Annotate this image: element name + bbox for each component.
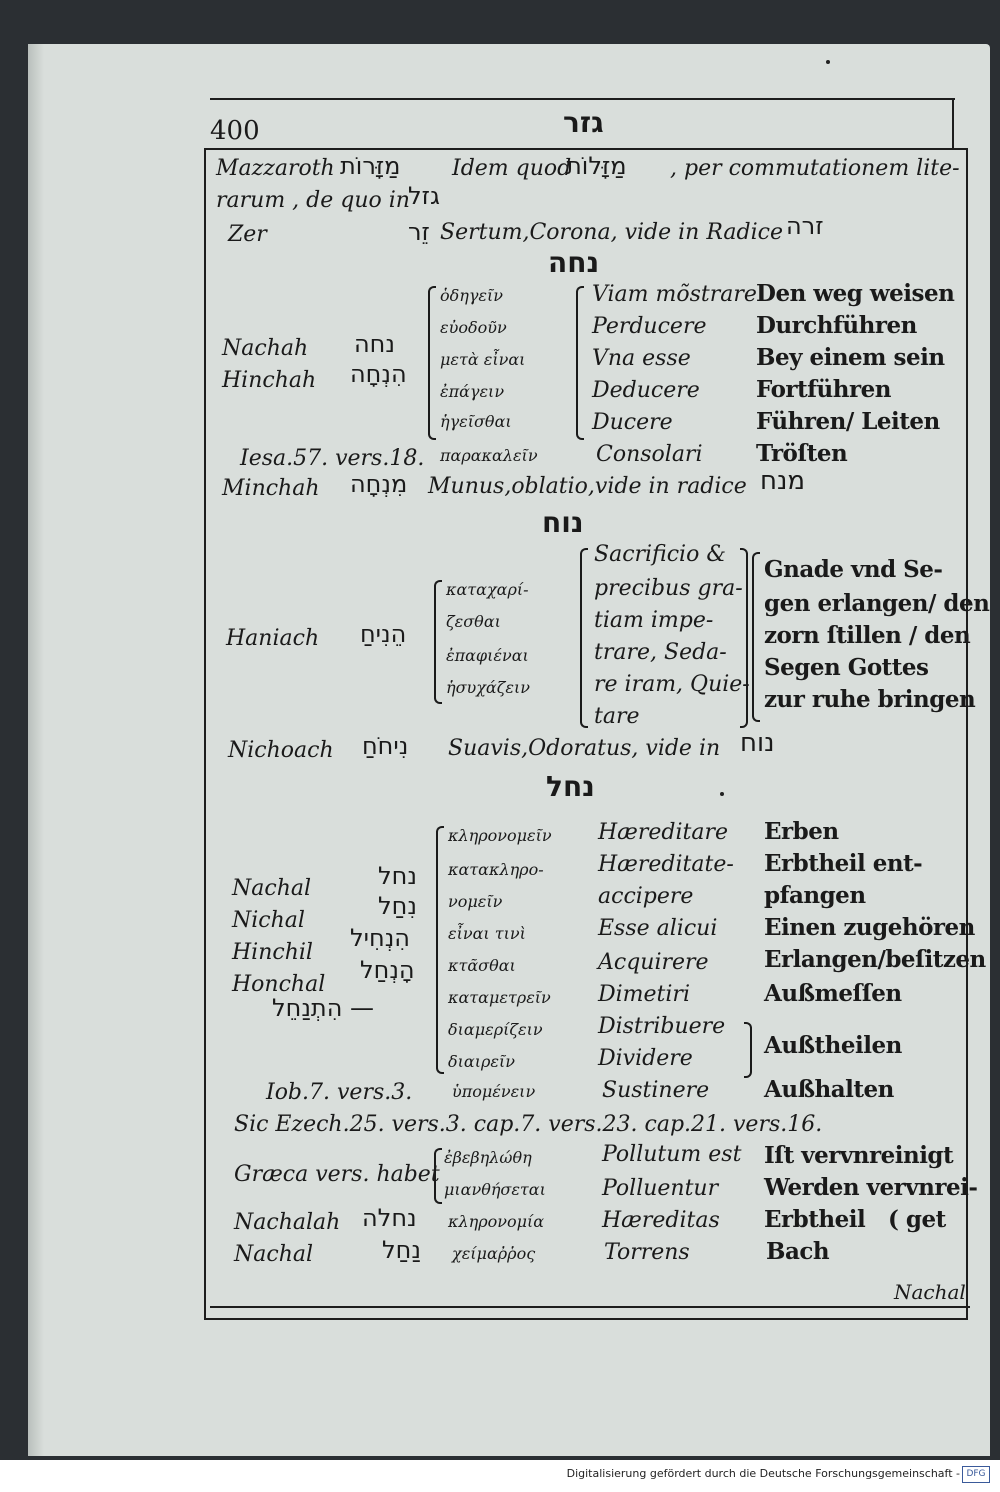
- latin-term: Viam mõstrare: [592, 282, 757, 307]
- greek-nachalah: κληρονομία: [448, 1212, 545, 1231]
- lemma-minchah: Minchah: [222, 476, 320, 501]
- greek-brace: [436, 826, 444, 1074]
- latin-term: Acquirere: [598, 950, 709, 975]
- graeca-label: Græca vers. habet: [234, 1162, 440, 1187]
- latin-iob: Sustinere: [602, 1078, 710, 1103]
- greek-term: κτᾶσθαι: [448, 956, 516, 975]
- latin-term: tare: [594, 704, 640, 729]
- ref-ezech: Sic Ezech.25. vers.3. cap.7. vers.23. cap.21. vers.16.: [234, 1112, 823, 1137]
- german-term: zorn ſtillen / den: [764, 622, 971, 649]
- hebrew-zrh: זרה: [786, 212, 824, 240]
- german-nachalah-cont: ( get: [888, 1206, 946, 1233]
- lemma-haniach: Haniach: [226, 626, 320, 651]
- german-term: Fortführen: [756, 376, 891, 403]
- greek-term: εἶναι τινὶ: [448, 924, 526, 943]
- greek-term: μετὰ εἶναι: [440, 350, 526, 369]
- frame-right-top: [952, 98, 954, 150]
- greek-term: ἡσυχάζειν: [446, 678, 530, 697]
- german-term: Segen Gottes: [764, 654, 929, 681]
- greek-term: ἐπαφιέναι: [446, 646, 529, 665]
- greek-term: κληρονομεῖν: [448, 826, 552, 845]
- header-underline: [204, 148, 966, 150]
- hebrew-nachal: נחל: [378, 862, 417, 890]
- lemma-nichal: Nichal: [232, 908, 305, 933]
- page-number: 400: [210, 116, 260, 146]
- greek-term: καταχαρί-: [446, 580, 529, 599]
- hebrew-nwch: נוח: [740, 728, 775, 758]
- latin-term: Esse alicui: [598, 916, 718, 941]
- german-term: Erben: [764, 818, 839, 845]
- latin-term: Vna esse: [592, 346, 691, 371]
- latin-close-brace: [740, 548, 748, 728]
- hebrew-nichoach: נִיחֹחַ: [362, 732, 409, 760]
- catchword-rule: [210, 1306, 970, 1308]
- hebrew-mnch: מנח: [760, 466, 806, 496]
- german-term: Einen zugehören: [764, 914, 975, 941]
- german-term: Den weg weisen: [756, 280, 955, 307]
- greek-term: ὁδηγεῖν: [440, 286, 503, 305]
- greek-term: εὐοδοῦν: [440, 318, 507, 337]
- latin-term: Distribuere: [598, 1014, 726, 1039]
- dfg-logo: DFG: [962, 1466, 990, 1483]
- minchah-text: Munus,oblatio,vide in radice: [428, 474, 747, 499]
- german-term: Erbtheil ent-: [764, 850, 923, 877]
- latin-term: Dividere: [598, 1046, 693, 1071]
- hebrew-hitnachel: הִתְנַחֵל —: [272, 994, 375, 1022]
- german-term: Führen/ Leiten: [756, 408, 940, 435]
- hebrew-zer: זֵר: [408, 218, 430, 246]
- latin-brace: [576, 286, 584, 440]
- mazzaroth-text-a: Idem quod: [452, 156, 572, 181]
- mazzaroth-text-b: , per commutationem lite-: [670, 156, 960, 181]
- ink-speck: [826, 60, 830, 64]
- latin-term: Perducere: [592, 314, 707, 339]
- mazzaroth-text-c: rarum , de quo in: [216, 188, 410, 213]
- greek-term: ἐπάγειν: [440, 382, 505, 401]
- greek-term: καταμετρεῖν: [448, 988, 551, 1007]
- hebrew-nachalah: נחלה: [362, 1204, 417, 1232]
- lemma-nachal: Nachal: [232, 876, 312, 901]
- hebrew-nichal: נִחַל: [378, 892, 417, 920]
- latin-term: Pollutum est: [602, 1142, 742, 1167]
- hebrew-minchah: מִנְחָה: [350, 470, 408, 498]
- hebrew-honchal: הָנְחַל: [360, 956, 415, 984]
- running-head: גזר: [563, 106, 604, 139]
- root-heading-nwch: נוח: [542, 506, 584, 539]
- hebrew-mazzaloth: מַזָּלוֹת: [566, 152, 627, 180]
- page-edge-shadow: [28, 44, 44, 1456]
- greek-term: κατακληρο-: [448, 860, 544, 879]
- hebrew-gzl: גזל: [408, 182, 440, 210]
- german-nachalah: Erbtheil: [764, 1206, 866, 1233]
- greek-term: διαιρεῖν: [448, 1052, 515, 1071]
- german-iob: Außhalten: [764, 1076, 894, 1103]
- latin-term: Hæreditare: [598, 820, 729, 845]
- latin-term: re iram, Quie-: [594, 672, 750, 697]
- hebrew-hinchil: הִנְחִיל: [350, 924, 410, 952]
- german-term: Gnade vnd Se-: [764, 556, 943, 583]
- latin-term: accipere: [598, 884, 694, 909]
- latin-term: precibus gra-: [594, 576, 743, 601]
- lemma-hinchil: Hinchil: [232, 940, 313, 965]
- greek-brace: [434, 580, 442, 704]
- latin-term: Deducere: [592, 378, 700, 403]
- latin-term: trare, Seda-: [594, 640, 727, 665]
- german-term: Werden vervnrei-: [764, 1174, 978, 1201]
- greek-term: ζεσθαι: [446, 612, 501, 631]
- greek-nachal-torrens: χείμαῤῥος: [452, 1244, 536, 1263]
- german-brace: [752, 552, 760, 722]
- hebrew-hinchah: הִנְחָה: [350, 360, 407, 388]
- latin-iesa: Consolari: [596, 442, 703, 467]
- latin-brace: [580, 548, 588, 728]
- root-heading-nchh: נחה: [548, 246, 600, 279]
- greek-term: μιανθήσεται: [444, 1180, 546, 1199]
- hebrew-mazzaroth: מַזָּרוֹת: [340, 152, 401, 180]
- greek-brace: [434, 1148, 442, 1204]
- lemma-zer: Zer: [228, 222, 267, 247]
- lemma-nichoach: Nichoach: [228, 738, 334, 763]
- latin-close-brace: [744, 1022, 752, 1078]
- greek-term: ἡγεῖσθαι: [440, 412, 512, 431]
- german-term: pfangen: [764, 882, 866, 909]
- hebrew-nachal-torrens: נַחַל: [382, 1236, 421, 1264]
- greek-brace: [428, 286, 436, 440]
- german-term: gen erlangen/ den: [764, 590, 990, 617]
- lemma-honchal: Honchal: [232, 972, 326, 997]
- german-term: Außtheilen: [764, 1032, 902, 1059]
- hebrew-haniach: הֵנִיחַ: [360, 620, 407, 648]
- greek-term: νομεῖν: [448, 892, 503, 911]
- root-heading-nchl: נחל: [546, 770, 595, 803]
- german-term: zur ruhe bringen: [764, 686, 976, 713]
- header-rule: [210, 98, 955, 100]
- german-nachal-torrens: Bach: [766, 1238, 830, 1265]
- german-term: Bey einem sein: [756, 344, 945, 371]
- german-term: Iſt vervnreinigt: [764, 1142, 954, 1169]
- zer-text: Sertum,Corona, vide in Radice: [440, 220, 783, 245]
- latin-term: Polluentur: [602, 1176, 719, 1201]
- latin-term: Hæreditate-: [598, 852, 734, 877]
- greek-term: ἐβεβηλώθη: [444, 1148, 532, 1167]
- footer-credit: Digitalisierung gefördert durch die Deutsche Forschungsgemeinschaft -: [566, 1467, 960, 1480]
- german-term: Durchführen: [756, 312, 917, 339]
- lemma-mazzaroth: Mazzaroth: [216, 156, 335, 181]
- german-term: Erlangen/beſitzen: [764, 946, 986, 973]
- latin-term: Ducere: [592, 410, 673, 435]
- lemma-hinchah: Hinchah: [222, 368, 317, 393]
- greek-term: διαμερίζειν: [448, 1020, 543, 1039]
- ref-iesa: Iesa.57. vers.18.: [240, 446, 425, 471]
- latin-nachalah: Hæreditas: [602, 1208, 720, 1233]
- german-term: Außmeſſen: [764, 980, 902, 1007]
- latin-term: Dimetiri: [598, 982, 690, 1007]
- lemma-nachalah: Nachalah: [234, 1210, 341, 1235]
- ref-iob: Iob.7. vers.3.: [266, 1080, 413, 1105]
- ink-speck: [720, 792, 724, 796]
- catchword: Nachal: [894, 1280, 966, 1304]
- lemma-nachal-torrens: Nachal: [234, 1242, 314, 1267]
- nichoach-text: Suavis,Odoratus, vide in: [448, 736, 721, 761]
- greek-iob: ὑπομένειν: [452, 1082, 536, 1101]
- latin-term: tiam impe-: [594, 608, 714, 633]
- latin-term: Sacrificio &: [594, 542, 726, 567]
- latin-nachal-torrens: Torrens: [604, 1240, 690, 1265]
- hebrew-nachah: נחה: [354, 330, 395, 358]
- lemma-nachah: Nachah: [222, 336, 309, 361]
- greek-iesa: παρακαλεῖν: [440, 446, 538, 465]
- german-iesa: Tröſten: [756, 440, 848, 467]
